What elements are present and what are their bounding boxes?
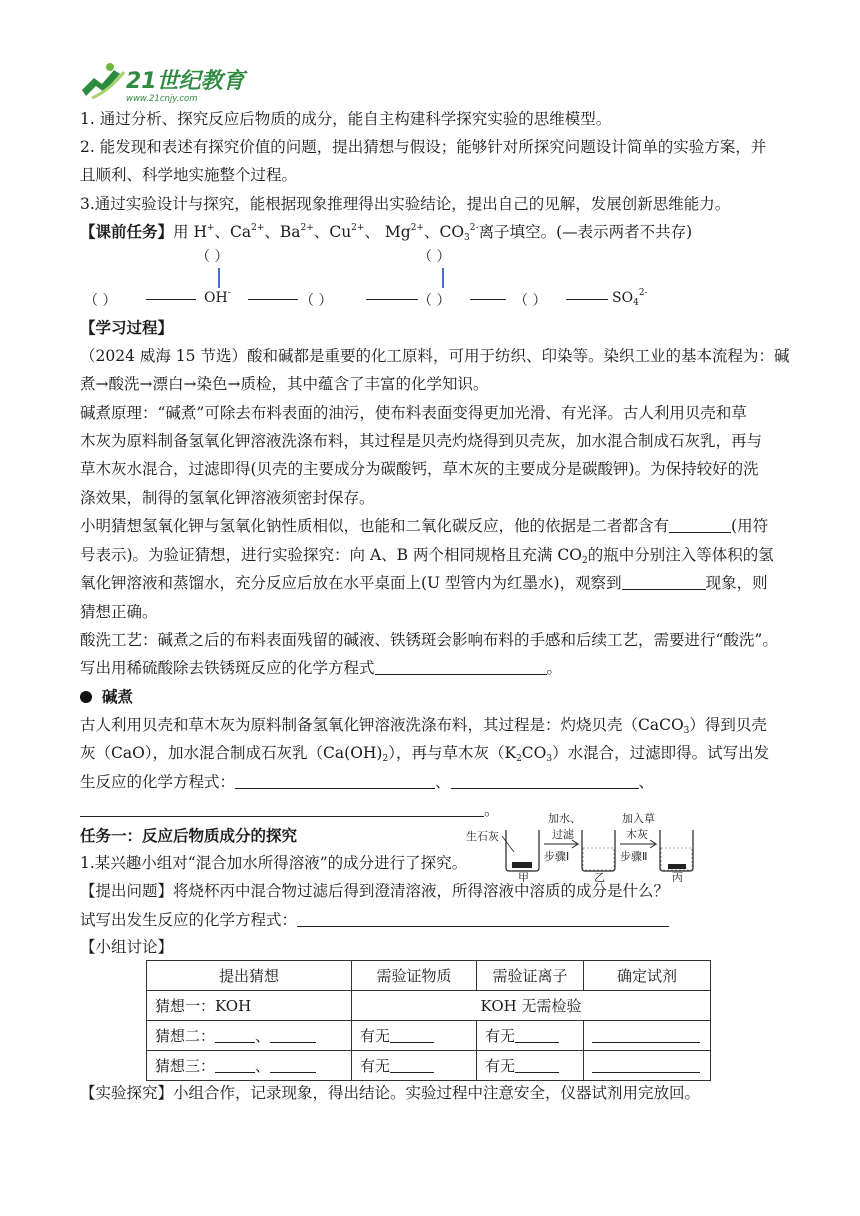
task1-heading: 任务一：反应后物质成分的探究 <box>80 826 298 845</box>
connector-4 <box>470 299 506 300</box>
logo <box>80 60 250 104</box>
guess-line-4: 猜想正确。 <box>80 603 158 621</box>
answer-blank-eq-1[interactable] <box>235 772 435 789</box>
logo-brand: 21世纪教育 <box>126 69 245 94</box>
explore-line: 【实验探究】小组合作，记录现象，得出结论。实验过程中注意安全，仪器试剂用完放回。 <box>80 1084 701 1102</box>
jianzhu-heading: 碱煮 <box>80 687 133 707</box>
answer-blank[interactable] <box>592 1026 700 1043</box>
guess-3-cell: 猜想三： 、 <box>147 1051 352 1081</box>
jianzhu-line-3: 生反应的化学方程式： 、 、 <box>80 773 655 791</box>
question-line: 【提出问题】将烧杯丙中混合物过滤后得到澄清溶液，所得溶液中溶质的成分是什么？ <box>80 882 670 900</box>
blank-paren-top-2: （ ） <box>418 249 451 265</box>
blank-paren-top-1: （ ） <box>196 249 229 265</box>
header-guess: 提出猜想 <box>147 961 352 991</box>
discussion-table <box>146 960 711 1081</box>
koh-no-test-cell: KOH 无需检验 <box>352 991 711 1021</box>
answer-blank[interactable] <box>215 1056 255 1073</box>
connector-5 <box>566 299 608 300</box>
equation-line: 试写出发生反应的化学方程式： <box>80 910 669 930</box>
guess-2-cell: 猜想二： 、 <box>147 1021 352 1051</box>
guess-line-2: 号表示)。为验证猜想，进行实验探究：向 A、B 两个相同规格且充满 $CO_2$的瓶中分别注入等体积的氢 <box>80 546 774 566</box>
arrow-step2-icon <box>620 840 656 848</box>
jianzhu-line-1: 古人利用贝壳和草木灰为原料制备氢氧化钾溶液洗涤布料，其过程是：灼烧贝壳（CaCO$_3$）得到贝壳 <box>80 716 767 736</box>
answer-blank-rust-equation[interactable] <box>375 658 547 675</box>
label-bing: 丙 <box>672 871 683 882</box>
answer-blank-task1-eq[interactable] <box>297 910 669 927</box>
table-row <box>147 991 711 1021</box>
header-ion: 需验证离子 <box>477 961 584 991</box>
header-reagent: 确定试剂 <box>584 961 711 991</box>
connector-vertical-2 <box>442 268 444 288</box>
objective-2: 2. 能发现和表述有探究价值的问题，提出猜想与假设；能够针对所探究问题设计简单的实验方案，并 <box>80 138 767 156</box>
blank-paren-2: （ ） <box>300 293 333 309</box>
reagent-3-cell <box>584 1051 711 1081</box>
lp-line-1: （2024 威海 15 节选）酸和碱都是重要的化工原料，可用于纺织、印染等。染织工业的基本流程为：碱 <box>80 347 790 365</box>
blank-paren-3: （ ） <box>418 293 451 309</box>
answer-blank-eq-3[interactable] <box>80 800 484 817</box>
lp-line-3: 碱煮原理：“碱煮”可除去布料表面的油污，使布料表面变得更加光滑、有光泽。古人利用贝壳和草 <box>80 404 747 422</box>
connector-3 <box>366 299 418 300</box>
ion-3-cell: 有无 <box>477 1051 584 1081</box>
blank-paren-1: （ ） <box>84 293 117 309</box>
label-jia: 甲 <box>518 871 529 882</box>
objective-3: 3.通过实验设计与探究，能根据现象推理得出实验结论，提出自己的见解，发展创新思维能力。 <box>80 195 731 213</box>
label-wood-ash: 木灰 <box>626 828 648 841</box>
connector-vertical-1 <box>218 268 220 288</box>
objective-2-cont: 且顺利、科学地实施整个过程。 <box>80 166 298 184</box>
answer-blank-phenomenon[interactable] <box>622 573 706 590</box>
guess-1-cell: 猜想一：KOH <box>147 991 352 1021</box>
answer-blank-ion[interactable] <box>669 516 731 533</box>
label-filter: 过滤 <box>552 828 574 841</box>
logo-url: www.21cnjy.com <box>126 94 198 104</box>
objective-1: 1. 通过分析、探究反应后物质的成分，能自主构建科学探究实验的思维模型。 <box>80 110 612 128</box>
blank-paren-4: （ ） <box>514 293 547 309</box>
answer-blank[interactable] <box>515 1056 559 1073</box>
runner-icon <box>82 63 124 98</box>
reagent-2-cell <box>584 1021 711 1051</box>
label-add-ash: 加入草 <box>622 812 655 825</box>
answer-blank[interactable] <box>390 1056 434 1073</box>
label-step2: 步骤Ⅱ <box>620 850 648 863</box>
table-row <box>147 1021 711 1051</box>
answer-blank[interactable] <box>270 1026 316 1043</box>
beaker-bing-icon <box>660 830 693 871</box>
lp-line-4: 木灰为原料制备氢氧化钾溶液洗涤布料，其过程是贝壳灼烧得到贝壳灰，加水混合制成石灰乳，再与 <box>80 432 763 450</box>
label-step1: 步骤Ⅰ <box>544 850 570 863</box>
label-add-water: 加水、 <box>548 812 581 825</box>
answer-blank[interactable] <box>270 1056 316 1073</box>
task1-line-1: 1.某兴趣小组对“混合加水所得溶液”的成分进行了探究。 <box>80 854 468 872</box>
jianzhu-line-2: 灰（CaO），加水混合制成石灰乳$(Ca(OH)_2)$，再与草木灰$(K_2CO_3)$水混合，过滤即得。试写出发 <box>80 744 770 764</box>
learning-process-label: 【学习过程】 <box>80 318 174 337</box>
acid-line-2: 写出用稀硫酸除去铁锈斑反应的化学方程式 。 <box>80 659 563 677</box>
pre-task-label: 【课前任务】 <box>80 222 174 241</box>
ion-so4: $SO_4^{2-}$ <box>612 288 648 308</box>
label-yi: 乙 <box>594 871 605 882</box>
label-shell-ash: 生石灰 <box>466 830 499 843</box>
ion-oh: OH- <box>204 288 231 306</box>
bullet-icon <box>80 691 92 703</box>
answer-blank[interactable] <box>390 1026 434 1043</box>
beaker-jia-icon <box>506 830 539 871</box>
jianzhu-line-4: 。 <box>80 800 500 820</box>
arrow-step1-icon <box>544 840 578 848</box>
lp-line-2: 煮→酸洗→漂白→染色→质检，其中蕴含了丰富的化学知识。 <box>80 375 489 393</box>
substance-3-cell: 有无 <box>352 1051 477 1081</box>
answer-blank-eq-2[interactable] <box>451 772 639 789</box>
acid-line-1: 酸洗工艺：碱煮之后的布料表面残留的碱液、铁锈斑会影响布料的手感和后续工艺，需要进行“酸洗”。 <box>80 631 778 649</box>
header-substance: 需验证物质 <box>352 961 477 991</box>
beaker-yi-icon <box>582 830 615 871</box>
lp-line-6: 涤效果，制得的氢氧化钾溶液须密封保存。 <box>80 489 375 507</box>
substance-2-cell: 有无 <box>352 1021 477 1051</box>
guess-line-3: 氧化钾溶液和蒸馏水，充分反应后放在水平桌面上(U 型管内为红墨水)，观察到 现象，则 <box>80 574 768 592</box>
guess-line-1: 小明猜想氢氧化钾与氢氧化钠性质相似，也能和二氧化碳反应，他的依据是二者都含有 (用符 <box>80 517 769 535</box>
answer-blank[interactable] <box>515 1026 559 1043</box>
pre-task-line: 【课前任务】用 H+、$Ca^{2+}$、$Ba^{2+}$、$Cu^{2+}$、 $Mg^{2+}$、$CO_3^{2-}$离子填空。(—表示两者不共存) <box>80 222 693 243</box>
table-header-row <box>147 961 711 991</box>
connector-2 <box>248 299 298 300</box>
answer-blank[interactable] <box>215 1026 255 1043</box>
ion-2-cell: 有无 <box>477 1021 584 1051</box>
lp-line-5: 草木灰水混合，过滤即得(贝壳的主要成分为碳酸钙，草木灰的主要成分是碳酸钾)。为保持较好的洗 <box>80 460 759 478</box>
answer-blank[interactable] <box>592 1056 700 1073</box>
apparatus-diagram <box>466 808 696 882</box>
table-row <box>147 1051 711 1081</box>
discuss-label: 【小组讨论】 <box>80 938 174 956</box>
connector-1 <box>146 299 196 300</box>
